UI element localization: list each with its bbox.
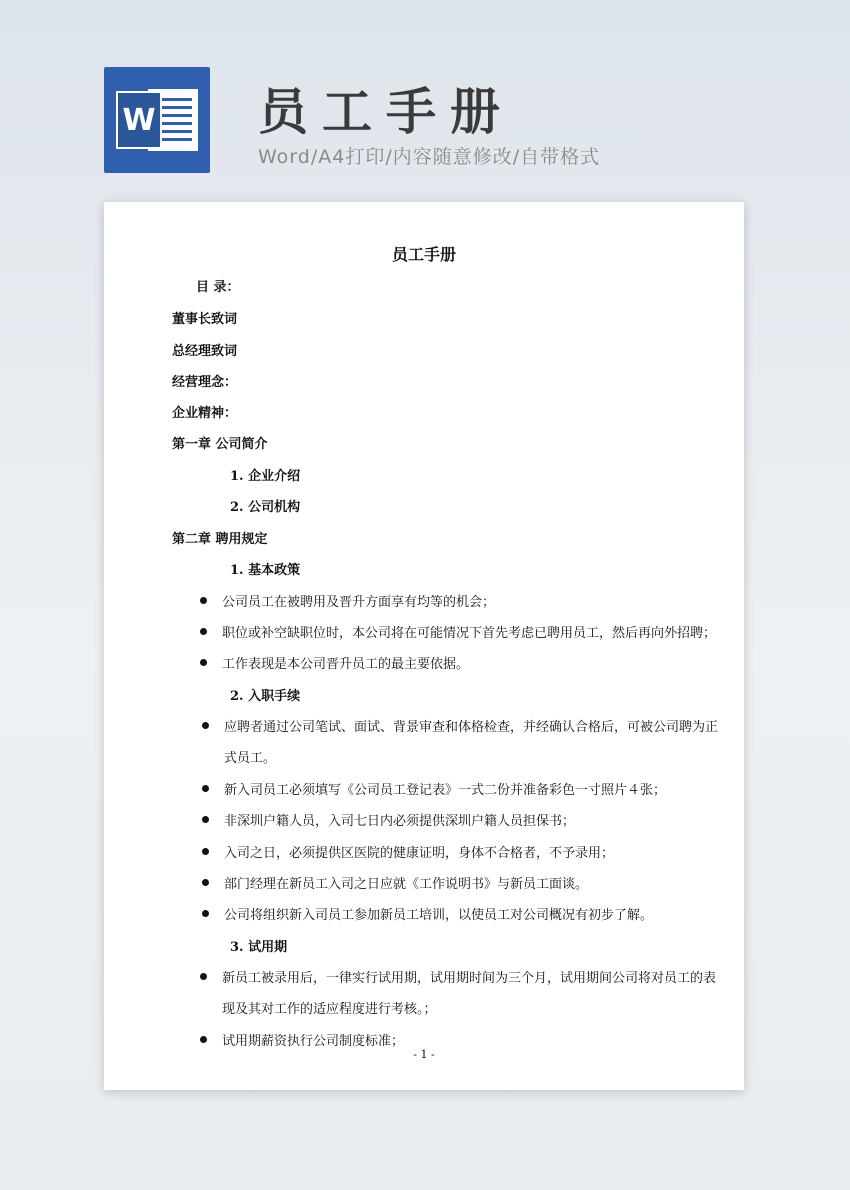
toc-item: 总经理致词 bbox=[172, 344, 238, 359]
bullet-icon bbox=[200, 597, 207, 604]
section-item: 2. 公司机构 bbox=[230, 500, 301, 515]
list-item-text: 试用期薪资执行公司制度标准； bbox=[222, 1034, 405, 1049]
list-item bbox=[200, 653, 469, 672]
chapter-heading: 第一章 公司简介 bbox=[172, 437, 268, 452]
list-item-text: 非深圳户籍人员，入司七日内必须提供深圳户籍人员担保书； bbox=[224, 814, 576, 829]
bullet-icon bbox=[202, 722, 209, 729]
page-number: - 1 - bbox=[413, 1048, 435, 1061]
bullet-icon bbox=[200, 1036, 207, 1043]
bullet-icon bbox=[202, 816, 209, 823]
list-item bbox=[202, 842, 614, 861]
list-item-continuation: 现及其对工作的适应程度进行考核。； bbox=[222, 1002, 437, 1017]
document-page bbox=[104, 202, 744, 1090]
bullet-icon bbox=[202, 785, 209, 792]
list-item-text: 公司员工在被聘用及晋升方面享有均等的机会； bbox=[222, 595, 496, 610]
list-item bbox=[200, 1030, 404, 1049]
list-item-text: 部门经理在新员工入司之日应就《工作说明书》与新员工面谈。 bbox=[224, 877, 589, 892]
bullet-icon bbox=[202, 848, 209, 855]
list-item bbox=[202, 904, 653, 923]
section-item: 1. 企业介绍 bbox=[230, 469, 301, 484]
toc-item: 董事长致词 bbox=[172, 312, 238, 327]
toc-item: 经营理念： bbox=[172, 375, 238, 390]
list-item-text: 职位或补空缺职位时，本公司将在可能情况下首先考虑已聘用员工，然后再向外招聘； bbox=[222, 626, 717, 641]
section-heading: 2. 入职手续 bbox=[230, 689, 301, 704]
list-item bbox=[200, 622, 716, 641]
list-item-text: 公司将组织新入司员工参加新员工培训，以使员工对公司概况有初步了解。 bbox=[224, 908, 654, 923]
word-app-icon bbox=[104, 67, 210, 173]
header-subtitle: Word/A4打印/内容随意修改/自带格式 bbox=[258, 146, 601, 168]
list-item bbox=[202, 810, 575, 829]
bullet-icon bbox=[202, 910, 209, 917]
section-heading: 3. 试用期 bbox=[230, 940, 288, 955]
list-item bbox=[200, 591, 495, 610]
bullet-icon bbox=[200, 628, 207, 635]
bullet-icon bbox=[200, 973, 207, 980]
list-item-text: 应聘者通过公司笔试、面试、背景审查和体格检查，并经确认合格后，可被公司聘为正 bbox=[224, 720, 719, 735]
header-title: 员工手册 bbox=[258, 83, 514, 141]
list-item bbox=[202, 779, 666, 798]
bullet-icon bbox=[200, 659, 207, 666]
list-item-text: 入司之日，必须提供区医院的健康证明，身体不合格者，不予录用； bbox=[224, 846, 615, 861]
bullet-icon bbox=[202, 879, 209, 886]
toc-label: 目 录： bbox=[196, 280, 240, 295]
list-item-text: 工作表现是本公司晋升员工的最主要依据。 bbox=[222, 657, 470, 672]
document-title: 员工手册 bbox=[391, 245, 456, 264]
list-item bbox=[202, 873, 588, 892]
list-item bbox=[202, 716, 718, 735]
list-item bbox=[200, 967, 716, 986]
section-heading: 1. 基本政策 bbox=[230, 563, 301, 578]
list-item-continuation: 式员工。 bbox=[224, 751, 277, 766]
list-item-text: 新员工被录用后，一律实行试用期，试用期时间为三个月，试用期间公司将对员工的表 bbox=[222, 971, 717, 986]
toc-item: 企业精神： bbox=[172, 406, 238, 421]
list-item-text: 新入司员工必须填写《公司员工登记表》一式二份并准备彩色一寸照片４张； bbox=[224, 783, 667, 798]
word-letter: W bbox=[116, 91, 162, 149]
chapter-heading: 第二章 聘用规定 bbox=[172, 532, 268, 547]
